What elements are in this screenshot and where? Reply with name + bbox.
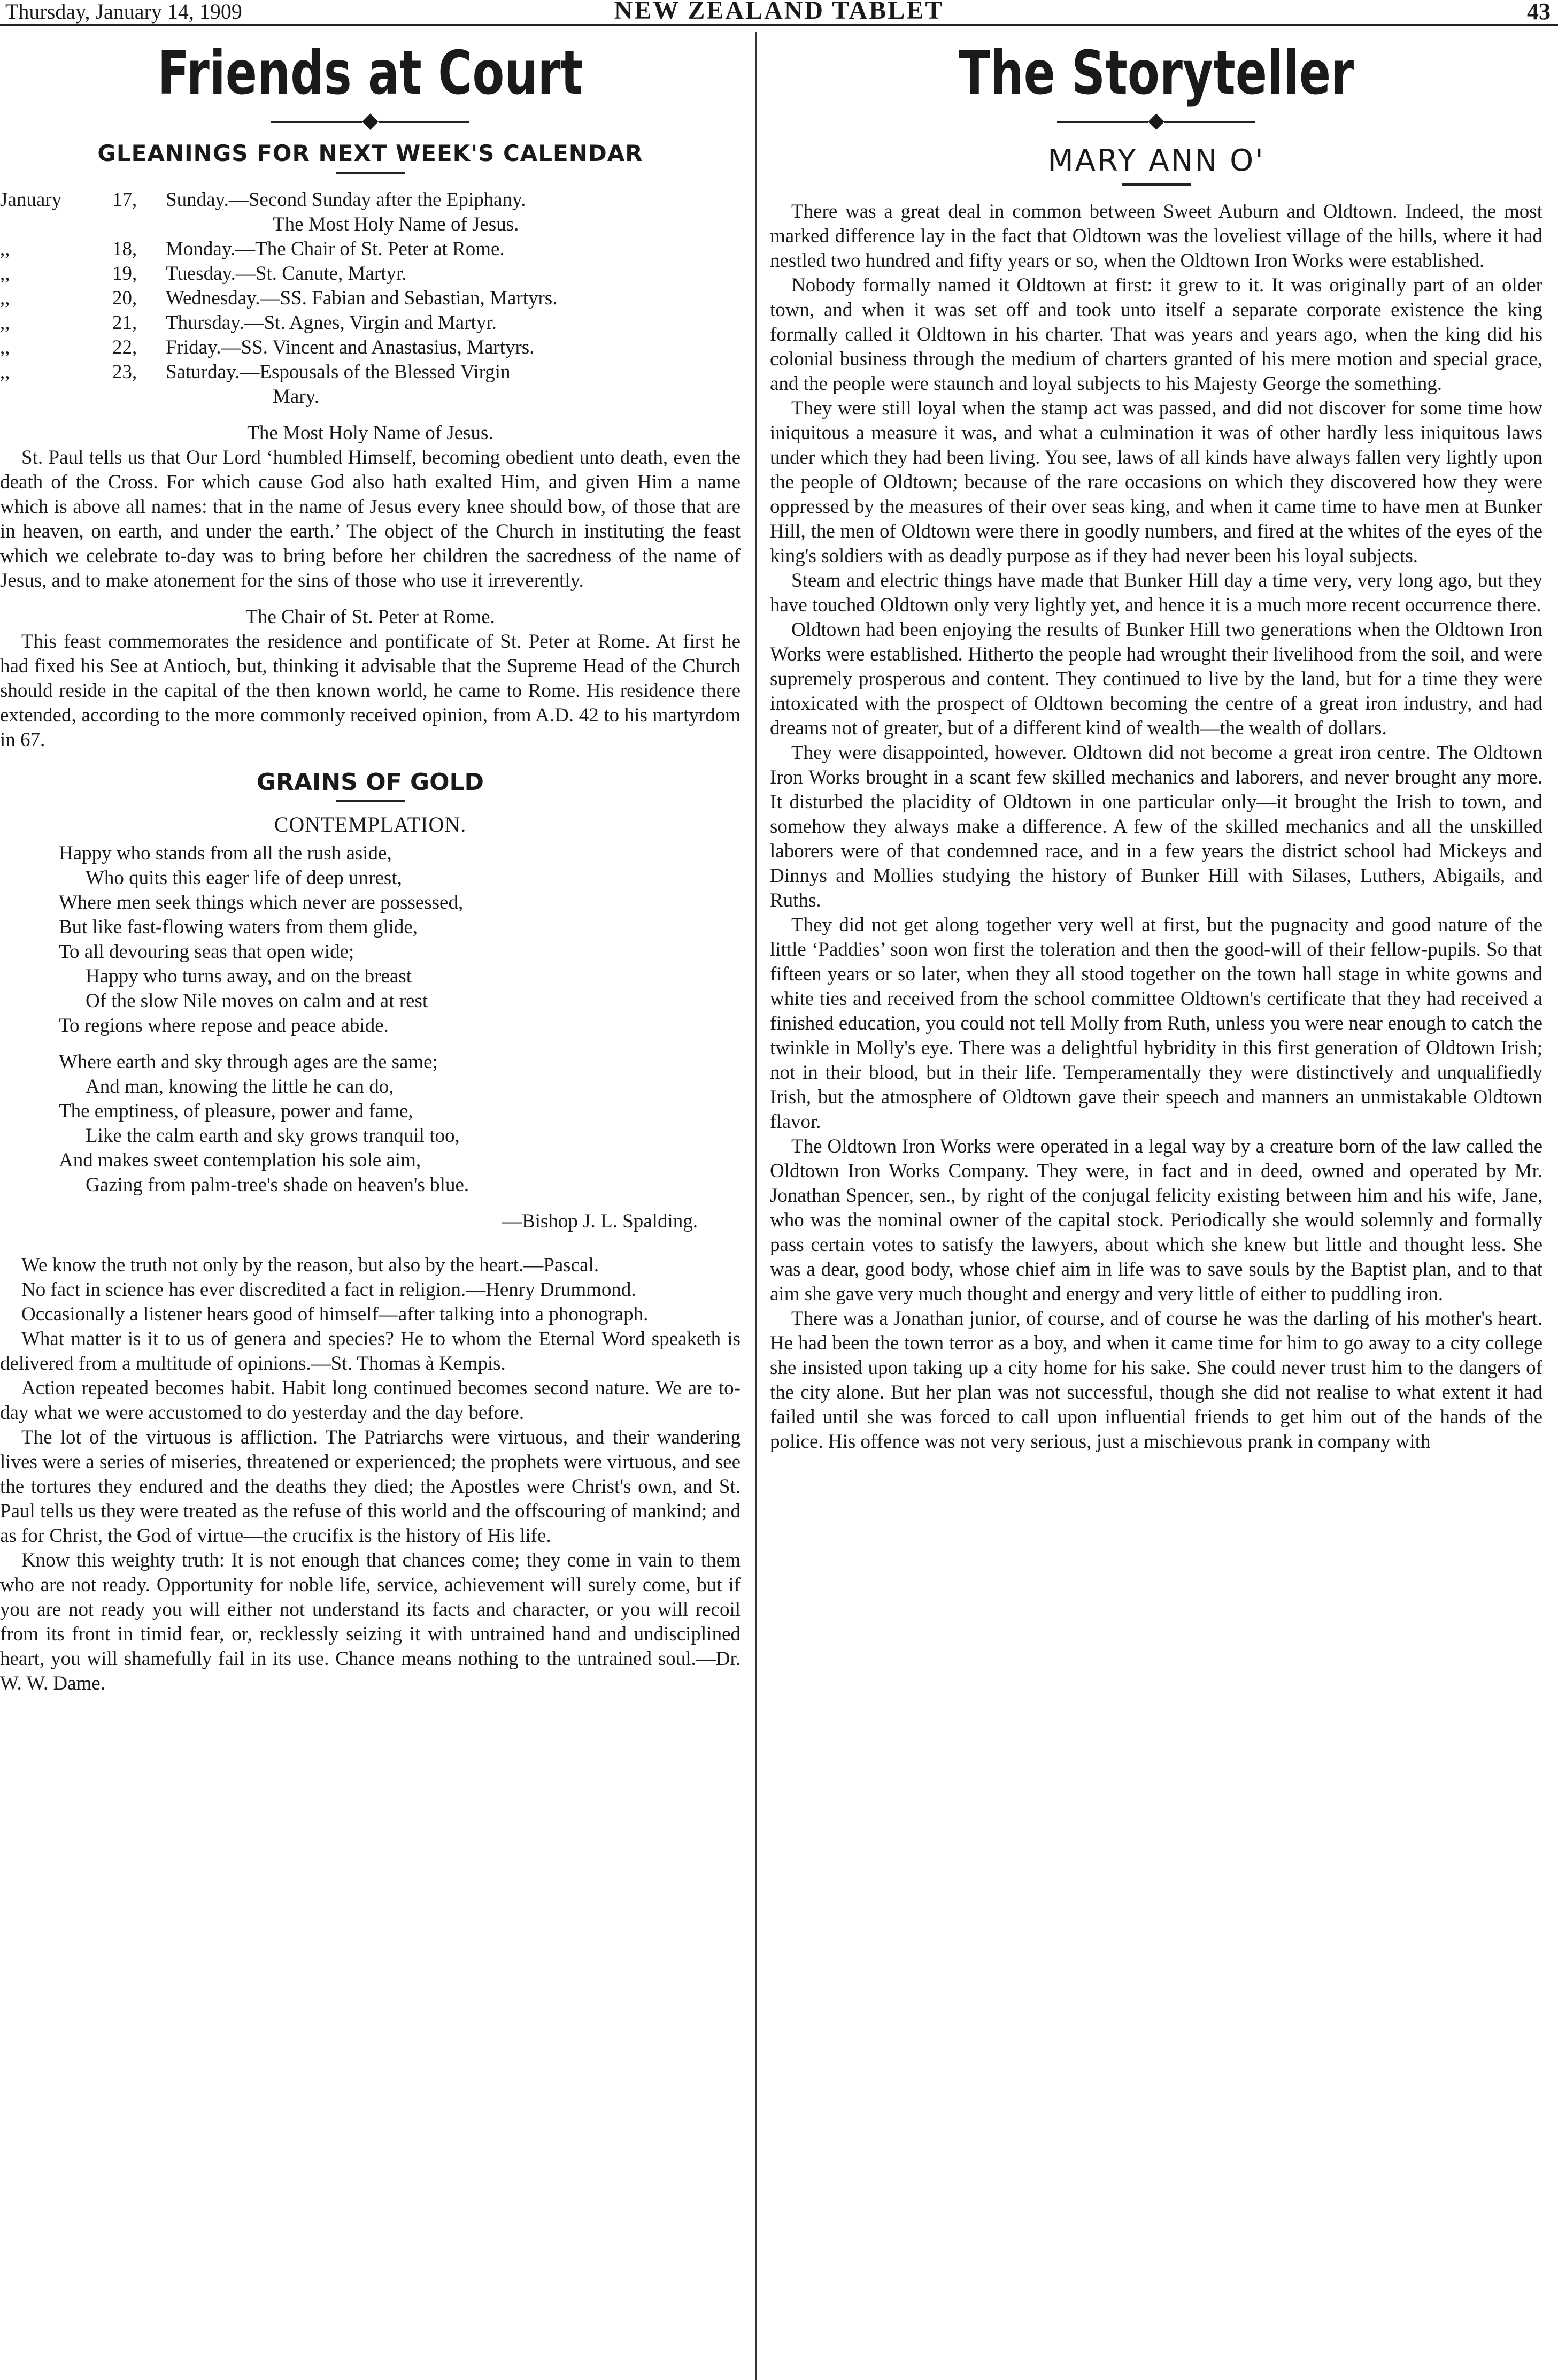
calendar-row-cont: The Most Holy Name of Jesus. [273,213,519,235]
right-column [770,32,1542,2380]
page-header [0,0,1558,26]
issue-date: Thursday, January 14, 1909 [5,0,242,24]
saying: Occasionally a listener hears good of himself—after talking into a phonograph. [21,1303,649,1325]
page-number: 43 [1527,0,1551,25]
saying: No fact in science has ever discredited a fact in religion.—Henry Drummond. [21,1279,636,1301]
saying: What matter is it to us of genera and species? He to whom the Eternal Word speaketh is delivered from a multitude of opinions.—St. Thomas à Kempis. [0,1328,741,1375]
section-title-storyteller: The Storyteller [958,39,1354,108]
left-column [0,32,741,2380]
newspaper-title: NEW ZEALAND TABLET [614,0,944,25]
story-paragraph: They were still loyal when the stamp act was passed, and did not discover for some time how iniquitous a measure it was, and what a culmination it was of other hardly less iniquitous laws under which they had been living. You see, laws of all kinds have always fallen very lightly upon the people of Oldtown; because of the rare occasions on which they discovered how they were oppressed by the measures of their over seas king, and when it came time to have men at Bunker Hill, the men of Oldtown were there in goodly numbers, and fired at the whites of the eyes of the king's soldiers with as deadly purpose as if they had never been his loyal subjects. [770,397,1542,567]
grains-of-gold-heading: GRAINS OF GOLD [256,769,484,796]
divider [1122,183,1191,186]
divider [336,800,405,802]
feast-heading: The Chair of St. Peter at Rome. [245,606,495,628]
ornament-divider [0,108,741,133]
feast-body: This feast commemorates the residence and pontificate of St. Peter at Rome. At first he had fixed his See at Antioch, but, thinking it advisable that the Supreme Head of the Church should reside in the capital of the then known world, he came to Rome. His residence there extended, according to the more commonly received opinion, from A.D. 42 to his martyrdom in 67. [0,631,741,751]
story-paragraph: Steam and electric things have made that Bunker Hill day a time very, very long ago, but they have touched Oldtown only very lightly yet, and hence it is a much more recent occurrence there. [770,570,1542,616]
poem-stanza: Happy who stands from all the rush aside, Who quits this eager life of deep unrest, Where men seek things which never are possessed, But like fast-flowing waters from them glide, To all devouring seas that open wide; Happy who turns away, and on the breast Of the slow Nile moves on calm and at rest To regions where repose and peace abide. [59,842,464,1037]
story-paragraph: The Oldtown Iron Works were operated in a legal way by a creature born of the law called the Oldtown Iron Works Company. They were, in fact and in deed, owned and operated by Mr. Jonathan Spencer, sen., by right of the conjugal felicity existing between him and his wife, Jane, who was the nominal owner of the capital stock. Periodically she would solemnly and formally pass certain votes to satisfy the lawyers, about which she knew but little and thought less. She was a dear, good body, whose chief aim in life was to save souls by the Baptist plan, and to that aim she gave very much thought and energy and very little of either to puddling iron. [770,1135,1542,1305]
story-body [770,199,1542,1454]
sayings [0,1253,741,1696]
saying: The lot of the virtuous is affliction. The Patriarchs were virtuous, and their wandering lives were a series of miseries, threatened or experienced; the prophets were virtuous, and see the tortures they endured and the deaths they died; the Apostles were Christ's own, and St. Paul tells us they were treated as the refuse of this world and the offscouring of mankind; and as for Christ, the God of virtue—the crucifix is the history of His life. [0,1426,741,1547]
divider [336,172,405,174]
saying: Know this weighty truth: It is not enough that chances come; they come in vain to them who are not ready. Opportunity for noble life, service, achievement will surely come, but if you are not ready you will either not understand its facts and character, or you will recoil from its front in timid fear, or, recklessly seizing it with untrained hand and undisciplined heart, you will shamefully fail in its use. Chance means nothing to the untrained soul.—Dr. W. W. Dame. [0,1549,741,1694]
diamond-icon: ◆ [362,108,379,132]
calendar-row-cont: Mary. [273,386,319,408]
poem-stanza: Where earth and sky through ages are the same; And man, knowing the little he can do, The emptiness, of pleasure, power and fame, Like the calm earth and sky grows tranquil too, And makes sweet contemplation his sole aim, Gazing from palm-tree's shade on heaven's blue. [59,1051,469,1196]
calendar-row: ,, 20, Wednesday.—SS. Fabian and Sebastian, Martyrs. [0,287,558,309]
story-paragraph: They did not get along together very well at first, but the pugnacity and good nature of the little ‘Paddies’ soon won first the toleration and then the good-will of their fellow-pupils. So that fifteen years or so later, when they all stood together on the town hall stage in white gowns and white ties and received from the school committee Oldtown's certificate that they had received a finished education, you could not tell Molly from Ruth, unless you were near enough to catch the twinkle in Molly's eye. There was a delightful hybridity in this first generation of Oldtown Irish; not in their blood, but in their life. Temperamentally they were distinctively and unqualifiedly Irish, but the atmosphere of Oldtown gave their speech and manners an unmistakable Oldtown flavor. [770,914,1542,1133]
calendar-row: ,, 23, Saturday.—Espousals of the Blessed Virgin [0,361,511,383]
story-paragraph: Oldtown had been enjoying the results of Bunker Hill two generations when the Oldtown Iron Works were established. Hitherto the people had wrought their livelihood from the soil, and were supremely prosperous and content. They continued to live by the land, but for a time they were intoxicated with the prospect of Oldtown becoming the centre of a great iron industry, and had dreams not of greater, but of a different kind of wealth—the wealth of dollars. [770,619,1542,739]
story-title: MARY ANN O' [1047,143,1265,178]
calendar-row: January 17, Sunday.—Second Sunday after the Epiphany. [0,189,526,211]
poem-author: —Bishop J. L. Spalding. [502,1210,698,1232]
story-paragraph: Nobody formally named it Oldtown at first: it grew to it. It was originally part of an older town, and when it was set off and took unto itself a separate corporate existence the king formally called it Oldtown in his charter. That was years and years ago, when the king did his colonial business through the medium of charters granted of his mere motion and special grace, and the people were staunch and loyal subjects to his Majesty George the something. [770,274,1542,395]
saying: We know the truth not only by the reason, but also by the heart.—Pascal. [21,1254,599,1276]
story-paragraph: They were disappointed, however. Oldtown did not become a great iron centre. The Oldtown Iron Works brought in a scant few skilled mechanics and laborers, and never brought any more. It disturbed the placidity of Oldtown in one particular only—it brought the Irish to town, and somehow they always make a difference. A few of the skilled mechanics and all the unskilled laborers were of that condemned race, and in a few years the district school had Mickeys and Dinnys and Mollies studying the history of Bunker Hill with Silases, Luthers, Abigails, and Ruths. [770,742,1542,911]
calendar-row: ,, 21, Thursday.—St. Agnes, Virgin and Martyr. [0,312,497,334]
section-title-friends-at-court: Friends at Court [157,39,583,108]
ornament-divider [770,108,1542,133]
feast-heading: The Most Holy Name of Jesus. [247,422,493,444]
saying: Action repeated becomes habit. Habit long continued becomes second nature. We are to-day what we were accustomed to do yesterday and the day before. [0,1377,741,1424]
calendar-row: ,, 22, Friday.—SS. Vincent and Anastasius, Martyrs. [0,336,535,358]
poem [0,841,741,1197]
poem-title: CONTEMPLATION. [274,812,467,836]
calendar-row: ,, 18, Monday.—The Chair of St. Peter at Rome. [0,238,505,260]
calendar-subhead: GLEANINGS FOR NEXT WEEK'S CALENDAR [97,140,643,166]
story-paragraph: There was a great deal in common between Sweet Auburn and Oldtown. Indeed, the most marked difference lay in the fact that Oldtown was the loveliest village of the hills, where it had nestled two hundred and fifty years or so, when the Oldtown Iron Works were established. [770,201,1542,272]
story-paragraph: There was a Jonathan junior, of course, and of course he was the darling of his mother's heart. He had been the town terror as a boy, and when it came time for him to go away to a city college she insisted upon taking up a city home for his sake. She could never trust him to the dangers of the city alone. But her plan was not successful, though she did not realise to what extent it had failed until she was forced to call upon influential friends to get him out of the hands of the police. His offence was not very serious, just a mischievous prank in company with [770,1308,1542,1453]
calendar-list [0,188,741,409]
diamond-icon: ◆ [1148,108,1164,132]
feast-body: St. Paul tells us that Our Lord ‘humbled Himself, becoming obedient unto death, even the death of the Cross. For which cause God also hath exalted Him, and given Him a name which is above all names: that in the name of Jesus every knee should bow, of those that are in heaven, on earth, and under the earth.’ The object of the Church in instituting the feast which we celebrate to-day was to bring before her children the sacredness of the name of Jesus, and to make atonement for the sins of those who use it irreverently. [0,447,741,592]
calendar-row: ,, 19, Tuesday.—St. Canute, Martyr. [0,263,407,285]
column-divider [755,32,757,2380]
